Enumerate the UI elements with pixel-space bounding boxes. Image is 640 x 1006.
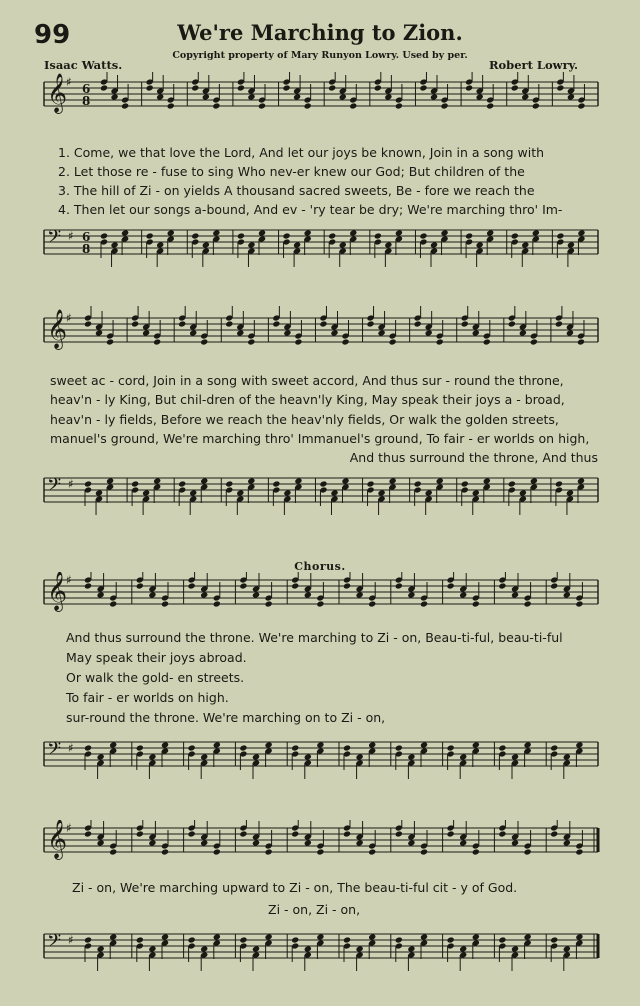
chorus-line-3: Or walk the gold- en streets.	[66, 670, 245, 685]
chorus-line-1: And thus surround the throne. We're marching to Zi - on, Beau-ti-ful, beau-ti-ful	[66, 630, 563, 645]
final-alto-echo: Zi - on, Zi - on,	[268, 902, 361, 917]
bass-clef: 𝄢	[47, 931, 62, 956]
bass-staff-system-4	[0, 918, 640, 998]
key-signature-sharp: ♯	[68, 229, 74, 243]
chorus-line-5: sur-round the throne. We're marching on to Zi - on,	[66, 710, 386, 725]
bass-staff-chorus	[0, 726, 640, 806]
verse-4-line-1: 4. Then let our songs a-bound, And ev - 'ry tear be dry; We're marching thro' Im-	[58, 202, 563, 217]
treble-staff-system-2	[0, 306, 640, 376]
hymn-number: 99	[34, 20, 71, 50]
time-signature-top: 6	[82, 82, 91, 96]
key-signature-sharp: ♯	[68, 933, 74, 947]
treble-clef: 𝄞	[47, 309, 68, 349]
bass-clef: 𝄢	[47, 739, 62, 764]
time-signature-bottom: 8	[82, 242, 91, 256]
key-signature-sharp: ♯	[66, 821, 72, 835]
bass-staff-system-1	[0, 218, 640, 288]
key-signature-sharp: ♯	[68, 477, 74, 491]
time-signature-top: 6	[82, 230, 91, 244]
copyright-notice: Copyright property of Mary Runyon Lowry. Used by per.	[172, 50, 468, 61]
treble-staff-system-4	[0, 820, 640, 884]
chorus-label: Chorus.	[294, 560, 346, 573]
words-author: Isaac Watts.	[44, 58, 123, 72]
verse-1-line-1: 1. Come, we that love the Lord, And let our joys be known, Join in a song with	[58, 145, 545, 160]
treble-clef: 𝄞	[47, 572, 68, 611]
verse-2-line-1: 2. Let those re - fuse to sing Who nev-er knew our God; But children of the	[58, 164, 525, 179]
music-composer: Robert Lowry.	[488, 58, 578, 72]
key-signature-sharp: ♯	[66, 75, 72, 89]
bass-clef: 𝄢	[47, 227, 62, 252]
key-signature-sharp: ♯	[66, 573, 72, 587]
key-signature-sharp: ♯	[66, 311, 72, 325]
verse-1-line-2: sweet ac - cord, Join in a song with sweet accord, And thus sur - round the throne,	[50, 373, 564, 388]
verse-3-line-1: 3. The hill of Zi - on yields A thousand sacred sweets, Be - fore we reach the	[58, 183, 535, 198]
chorus-line-2: May speak their joys abroad.	[66, 650, 247, 665]
time-signature-bottom: 8	[82, 94, 91, 108]
hymn-title: We're Marching to Zion.	[177, 20, 463, 45]
verse-4-line-2: manuel's ground, We're marching thro' Immanuel's ground, To fair - er worlds on high,	[50, 431, 590, 446]
alto-echo-line-2: And thus surround the throne, And thus	[349, 450, 598, 465]
key-signature-sharp: ♯	[68, 741, 74, 755]
verse-3-line-2: heav'n - ly fields, Before we reach the heav'nly fields, Or walk the golden streets,	[50, 412, 559, 427]
verse-2-line-2: heav'n - ly King, But chil-dren of the heavn'ly King, May speak their joys a - broad,	[50, 392, 565, 407]
treble-clef: 𝄞	[47, 820, 68, 859]
treble-staff-system-1	[0, 72, 640, 142]
bass-clef: 𝄢	[47, 475, 62, 500]
treble-clef: 𝄞	[47, 73, 68, 113]
chorus-line-4: To fair - er worlds on high.	[66, 690, 229, 705]
bass-staff-system-2	[0, 466, 640, 536]
final-line: Zi - on, We're marching upward to Zi - on, The beau-ti-ful cit - y of God.	[72, 880, 518, 895]
